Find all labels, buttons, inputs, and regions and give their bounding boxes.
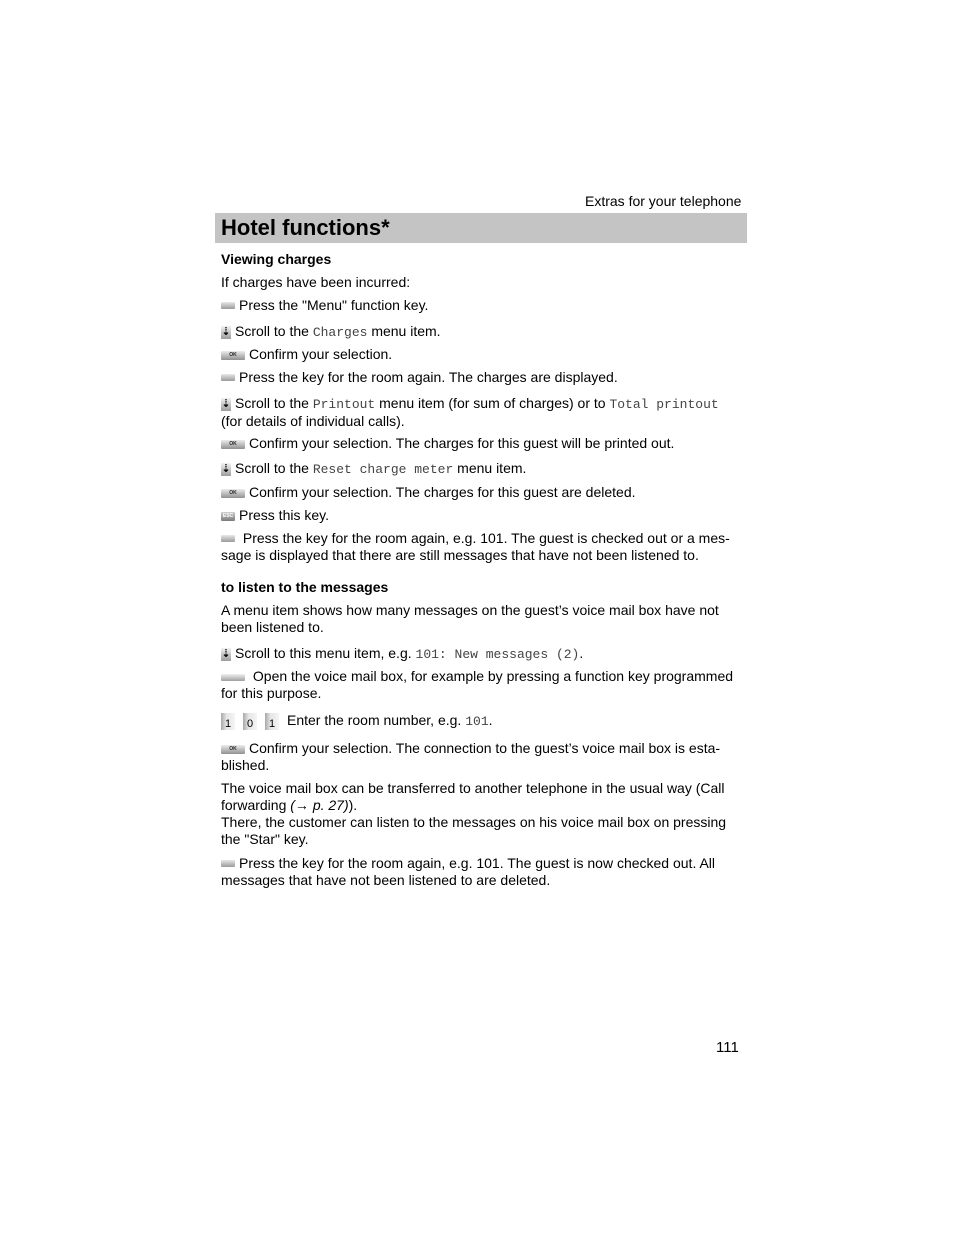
running-header: Extras for your telephone — [585, 193, 742, 209]
ok-key-icon: OK — [221, 440, 245, 449]
function-key-icon — [221, 374, 235, 381]
step-scroll-reset: ⇣ Scroll to the Reset charge meter menu item. — [221, 460, 527, 477]
step-checkout: Press the key for the room again, e.g. 101. The guest is checked out or a mes- sage is displayed that there are still messages that have not been listened to. — [221, 530, 730, 563]
step-scroll-charges: ⇣ Scroll to the Charges menu item. — [221, 323, 441, 340]
step-enter-room: 1 0 1 Enter the room number, e.g. 101. — [221, 712, 737, 730]
step-press-room-key: Press the key for the room again. The charges are displayed. — [221, 369, 737, 386]
ok-key-icon: OK — [221, 351, 245, 360]
esc-key-icon: ESC — [222, 512, 234, 519]
function-key-icon — [221, 674, 245, 681]
step-confirm: OK Confirm your selection. — [221, 346, 737, 363]
function-key-icon — [221, 860, 235, 867]
scroll-key-icon: ⇣ — [221, 397, 231, 410]
step-open-mailbox: Open the voice mail box, for example by pressing a function key programmed for this purpose. — [221, 668, 734, 701]
step-scroll-messages: ⇣ Scroll to this menu item, e.g. 101: New messages (2). — [221, 645, 584, 662]
page-reference: (→ p. 27) — [290, 797, 349, 813]
section-heading-viewing-charges: Viewing charges — [221, 251, 332, 267]
page-number: 111 — [716, 1039, 739, 1056]
scroll-key-icon: ⇣ — [221, 462, 231, 475]
step-confirm-delete: OK Confirm your selection. The charges for this guest are deleted. — [221, 484, 737, 501]
step-final-checkout: Press the key for the room again, e.g. 101. The guest is now checked out. All messages that have not been listened to are deleted. — [221, 855, 716, 888]
scroll-key-icon: ⇣ — [221, 325, 231, 338]
step-press-menu: Press the "Menu" function key. — [221, 297, 737, 314]
ok-key-icon: OK — [221, 745, 245, 754]
section-heading-listen: to listen to the messages — [221, 579, 389, 595]
page-title: Hotel functions* — [221, 215, 390, 240]
step-scroll-printout: ⇣ Scroll to the Printout menu item (for sum of charges) or to Total printout (for details of individual calls). — [221, 395, 719, 429]
step-confirm-connection: OK Confirm your selection. The connection to the guest’s voice mail box is esta- blished. — [221, 740, 721, 773]
scroll-key-icon: ⇣ — [221, 647, 231, 660]
listen-intro: A menu item shows how many messages on the guest’s voice mail box have not been listened to. — [221, 602, 719, 635]
paragraph-forwarding: The voice mail box can be transferred to another telephone in the usual way (Call forwarding (→ p. 27)). There, the customer can listen to the messages on his voice mail box on pressing the "Star" key. — [221, 780, 727, 847]
step-confirm-printout: OK Confirm your selection. The charges for this guest will be printed out. — [221, 435, 737, 452]
intro-text: If charges have been incurred: — [221, 274, 411, 290]
ok-key-icon: OK — [221, 489, 245, 498]
step-press-esc: ESC Press this key. — [222, 507, 329, 523]
digit-key-icon: 1 — [265, 713, 279, 730]
function-key-icon — [221, 535, 235, 542]
function-key-icon — [221, 302, 235, 309]
digit-key-icon: 0 — [243, 713, 257, 730]
digit-key-icon: 1 — [221, 713, 235, 730]
